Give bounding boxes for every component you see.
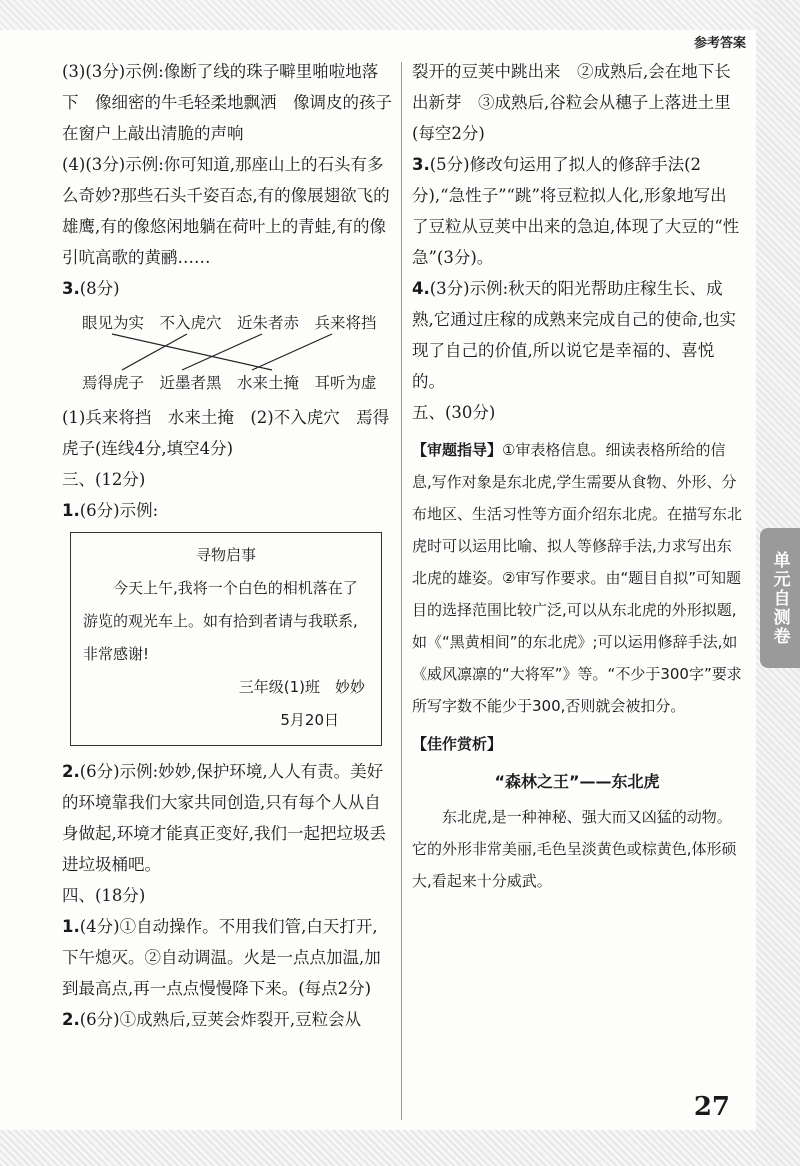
q3-part4-answer: (4)(3分)示例:你可知道,那座山上的石头有多么奇妙?那些石头千姿百态,有的像展翅欲飞的雄鹰,有的像悠闲地躺在荷叶上的青蛙,有的像引吭高歌的黄鹂…… (62, 155, 390, 267)
s4-q4-text: (3分)示例:秋天的阳光帮助庄稼生长、成熟,它通过庄稼的成熟来完成自己的使命,也实现了自己的价值,所以说它是幸福的、喜悦的。 (412, 279, 736, 391)
match-line (122, 334, 187, 370)
header-label: 参考答案 (693, 36, 746, 51)
s4-q1-text: (4分)①自动操作。不用我们管,白天打开,下午熄灭。②自动调温。火是一点点加温,加到最高点,再一点点慢慢降下来。(每点2分) (62, 917, 381, 998)
guide-tag: 【审题指导】 (412, 441, 503, 459)
match-line (252, 334, 332, 370)
column-divider (401, 62, 402, 1120)
section3-heading: 三、(12分) (62, 470, 146, 489)
s4-q4-answer (412, 273, 742, 397)
essay-tag: 【佳作赏析】 (412, 735, 503, 753)
notice-title: 寻物启事 (195, 546, 256, 564)
match-bottom-row: 焉得虎子 近墨者黑 水来土掩 耳听为虚 (82, 374, 377, 392)
sample-essay-heading (412, 728, 742, 760)
right-column (412, 56, 742, 897)
s4-q4-number: 4. (412, 279, 430, 298)
s3-q1-heading (62, 495, 394, 526)
s4-q1-answer (62, 911, 394, 1004)
s3-q2-answer (62, 756, 394, 880)
s4-q3-number: 3. (412, 155, 430, 174)
s4-q2-text: (6分)①成熟后,豆荚会炸裂开,豆粒会从 (79, 1010, 362, 1029)
section5-heading: 五、(30分) (412, 403, 496, 422)
s4-q2-number: 2. (62, 1010, 80, 1029)
section4-heading: 四、(18分) (62, 886, 146, 905)
s4-q3-text: (5分)修改句运用了拟人的修辞手法(2分),“急性子”“跳”将豆粒拟人化,形象地写出了豆粒从豆荚中出来的急迫,体现了大豆的“性急”(3分)。 (412, 155, 740, 267)
writing-guide (412, 434, 742, 722)
guide-text: ①审表格信息。细读表格所给的信息,写作对象是东北虎,学生需要从食物、外形、分布地区、生活习性等方面介绍东北虎。在描写东北虎时可以运用比喻、拟人等修辞手法,力求写出东北虎的雄姿。②审写作要求。由“题目自拟”可知题目的选择范围比较广泛,可以从东北虎的外形拟题,如《“黑黄相间”的东北虎》;可以运用修辞手法,如《威风凛凛的“大将军”》等。“不少于300字”要求所写字数不能少于300,否则就会被扣分。 (412, 441, 743, 715)
match-top-row: 眼见为实 不入虎穴 近朱者赤 兵来将挡 (82, 314, 377, 332)
s3-q2-number: 2. (62, 762, 80, 781)
lost-item-notice (70, 532, 382, 746)
notice-body: 今天上午,我将一个白色的相机落在了游览的观光车上。如有拾到者请与我联系,非常感谢! (83, 579, 358, 663)
s3-q2-text: (6分)示例:妙妙,保护环境,人人有责。美好的环境靠我们大家共同创造,只有每个人从自身做起,环境才能真正变好,我们一起把垃圾丢进垃圾桶吧。 (62, 762, 386, 874)
essay-body: 东北虎,是一种神秘、强大而又凶猛的动物。它的外形非常美丽,毛色呈淡黄色或棕黄色,体形硕大,看起来十分威武。 (412, 808, 737, 890)
q3-part3-answer: (3)(3分)示例:像断了线的珠子噼里啪啦地落下 像细密的牛毛轻柔地飘洒 像调皮的孩子在窗户上敲出清脆的声响 (62, 62, 392, 143)
page-bottom-border (0, 1130, 800, 1166)
q3-fill-answer: (1)兵来将挡 水来土掩 (2)不入虎穴 焉得虎子(连线4分,填空4分) (62, 408, 390, 458)
s3-q1-points: (6分)示例: (79, 501, 159, 520)
page-number: 27 (693, 1092, 730, 1122)
page-top-border (0, 0, 800, 30)
essay-title: “森林之王”——东北虎 (494, 772, 660, 791)
s3-q1-number: 1. (62, 501, 80, 520)
s4-q1-number: 1. (62, 917, 80, 936)
notice-signature: 三年级(1)班 妙妙 (238, 678, 365, 696)
s4-q2-answer (62, 1004, 394, 1035)
q3-points: (8分) (79, 279, 120, 298)
left-column (62, 56, 394, 1035)
s4-q3-answer (412, 149, 742, 273)
q3-number: 3. (62, 279, 80, 298)
match-line (112, 334, 272, 370)
notice-date: 5月20日 (280, 711, 339, 729)
q3-heading (62, 273, 394, 304)
side-section-tab: 单元自测卷 (760, 528, 800, 668)
s4-q2-continued: 裂开的豆荚中跳出来 ②成熟后,会在地下长出新芽 ③成熟后,谷粒会从穗子上落进土里(每空2分) (412, 62, 731, 143)
idiom-matching (62, 308, 394, 400)
